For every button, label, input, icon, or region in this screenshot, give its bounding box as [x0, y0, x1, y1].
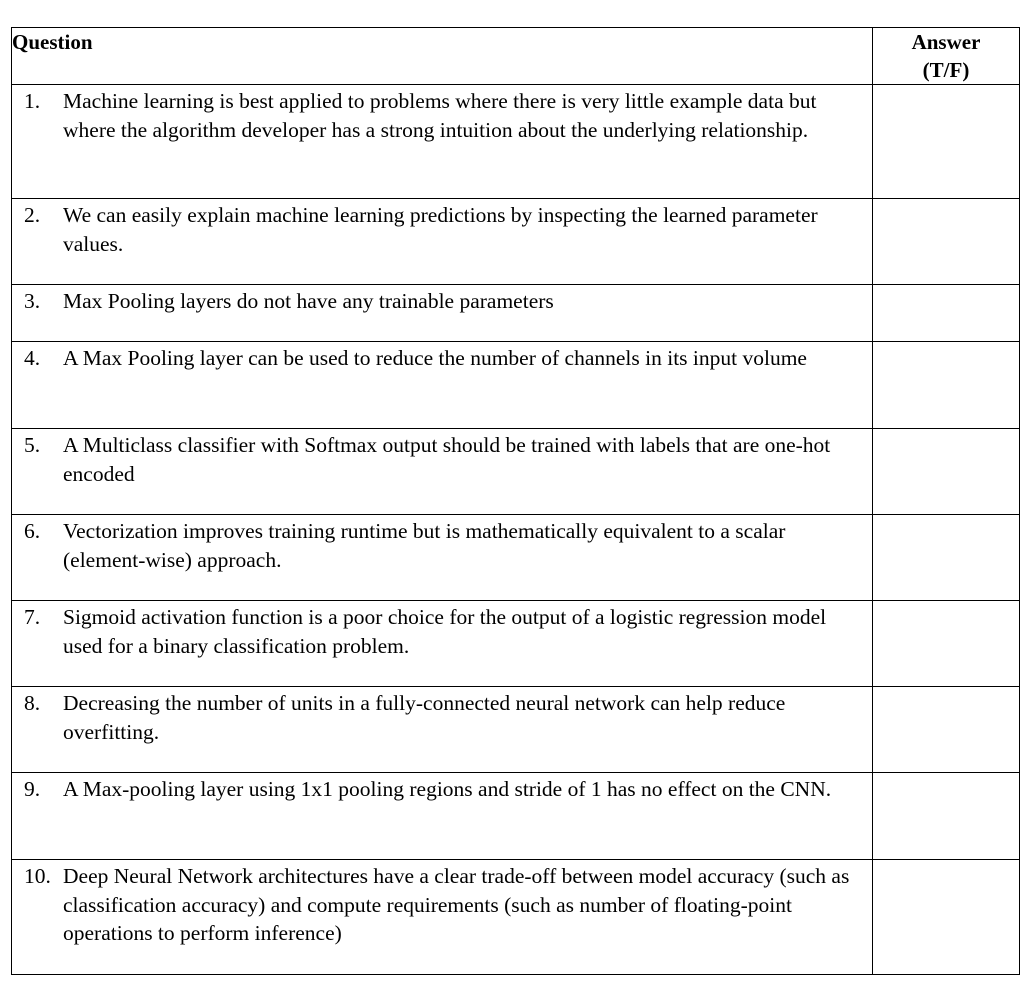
question-row-2 — [12, 199, 1020, 285]
question-number: 3. — [24, 289, 41, 313]
question-row-3 — [12, 285, 1020, 342]
answer-header-line2: (T/F) — [922, 58, 970, 82]
answer-cell[interactable] — [873, 199, 1020, 285]
question-text: Machine learning is best applied to problems where there is very little example data but where the algorithm developer has a strong intuition about the underlying relationship. — [63, 89, 817, 142]
question-row-5 — [12, 429, 1020, 515]
answer-cell[interactable] — [873, 515, 1020, 601]
question-cell — [12, 601, 873, 687]
answer-cell[interactable] — [873, 342, 1020, 429]
question-number: 7. — [24, 605, 41, 629]
question-cell — [12, 342, 873, 429]
question-text: A Multiclass classifier with Softmax output should be trained with labels that are one-hot encoded — [63, 433, 831, 486]
question-row-1 — [12, 85, 1020, 199]
question-row-7 — [12, 601, 1020, 687]
question-text: Vectorization improves training runtime but is mathematically equivalent to a scalar (element-wise) approach. — [63, 519, 786, 572]
header-row — [12, 28, 1020, 85]
question-number: 10. — [24, 864, 51, 888]
question-cell — [12, 860, 873, 975]
question-number: 6. — [24, 519, 41, 543]
answer-cell[interactable] — [873, 285, 1020, 342]
question-number: 8. — [24, 691, 41, 715]
answer-cell[interactable] — [873, 601, 1020, 687]
question-text: A Max-pooling layer using 1x1 pooling regions and stride of 1 has no effect on the CNN. — [63, 777, 832, 801]
answer-cell[interactable] — [873, 773, 1020, 860]
question-cell — [12, 85, 873, 199]
question-row-8 — [12, 687, 1020, 773]
answer-cell[interactable] — [873, 85, 1020, 199]
question-cell — [12, 687, 873, 773]
question-cell — [12, 515, 873, 601]
answer-cell[interactable] — [873, 687, 1020, 773]
question-number: 4. — [24, 346, 41, 370]
answer-cell[interactable] — [873, 860, 1020, 975]
question-cell — [12, 773, 873, 860]
question-column-header: Question — [12, 28, 873, 85]
question-number: 1. — [24, 89, 41, 113]
question-number: 5. — [24, 433, 41, 457]
question-text: We can easily explain machine learning predictions by inspecting the learned parameter values. — [63, 203, 818, 256]
question-text: Decreasing the number of units in a fully-connected neural network can help reduce overfitting. — [63, 691, 786, 744]
question-cell — [12, 285, 873, 342]
question-cell — [12, 199, 873, 285]
answer-column-header — [873, 28, 1020, 85]
answer-cell[interactable] — [873, 429, 1020, 515]
question-number: 9. — [24, 777, 41, 801]
quiz-table — [11, 27, 1020, 975]
answer-header-line1: Answer — [911, 30, 981, 54]
question-text: A Max Pooling layer can be used to reduce the number of channels in its input volume — [63, 346, 807, 370]
question-text: Sigmoid activation function is a poor choice for the output of a logistic regression model used for a binary classification problem. — [63, 605, 827, 658]
question-row-10 — [12, 860, 1020, 975]
question-row-4 — [12, 342, 1020, 429]
question-text: Max Pooling layers do not have any trainable parameters — [63, 289, 554, 313]
question-row-9 — [12, 773, 1020, 860]
question-cell — [12, 429, 873, 515]
question-row-6 — [12, 515, 1020, 601]
question-number: 2. — [24, 203, 41, 227]
question-text: Deep Neural Network architectures have a clear trade-off between model accuracy (such as classification accuracy) and compute requirements (such as number of floating-point operations to perform inference) — [63, 864, 850, 945]
